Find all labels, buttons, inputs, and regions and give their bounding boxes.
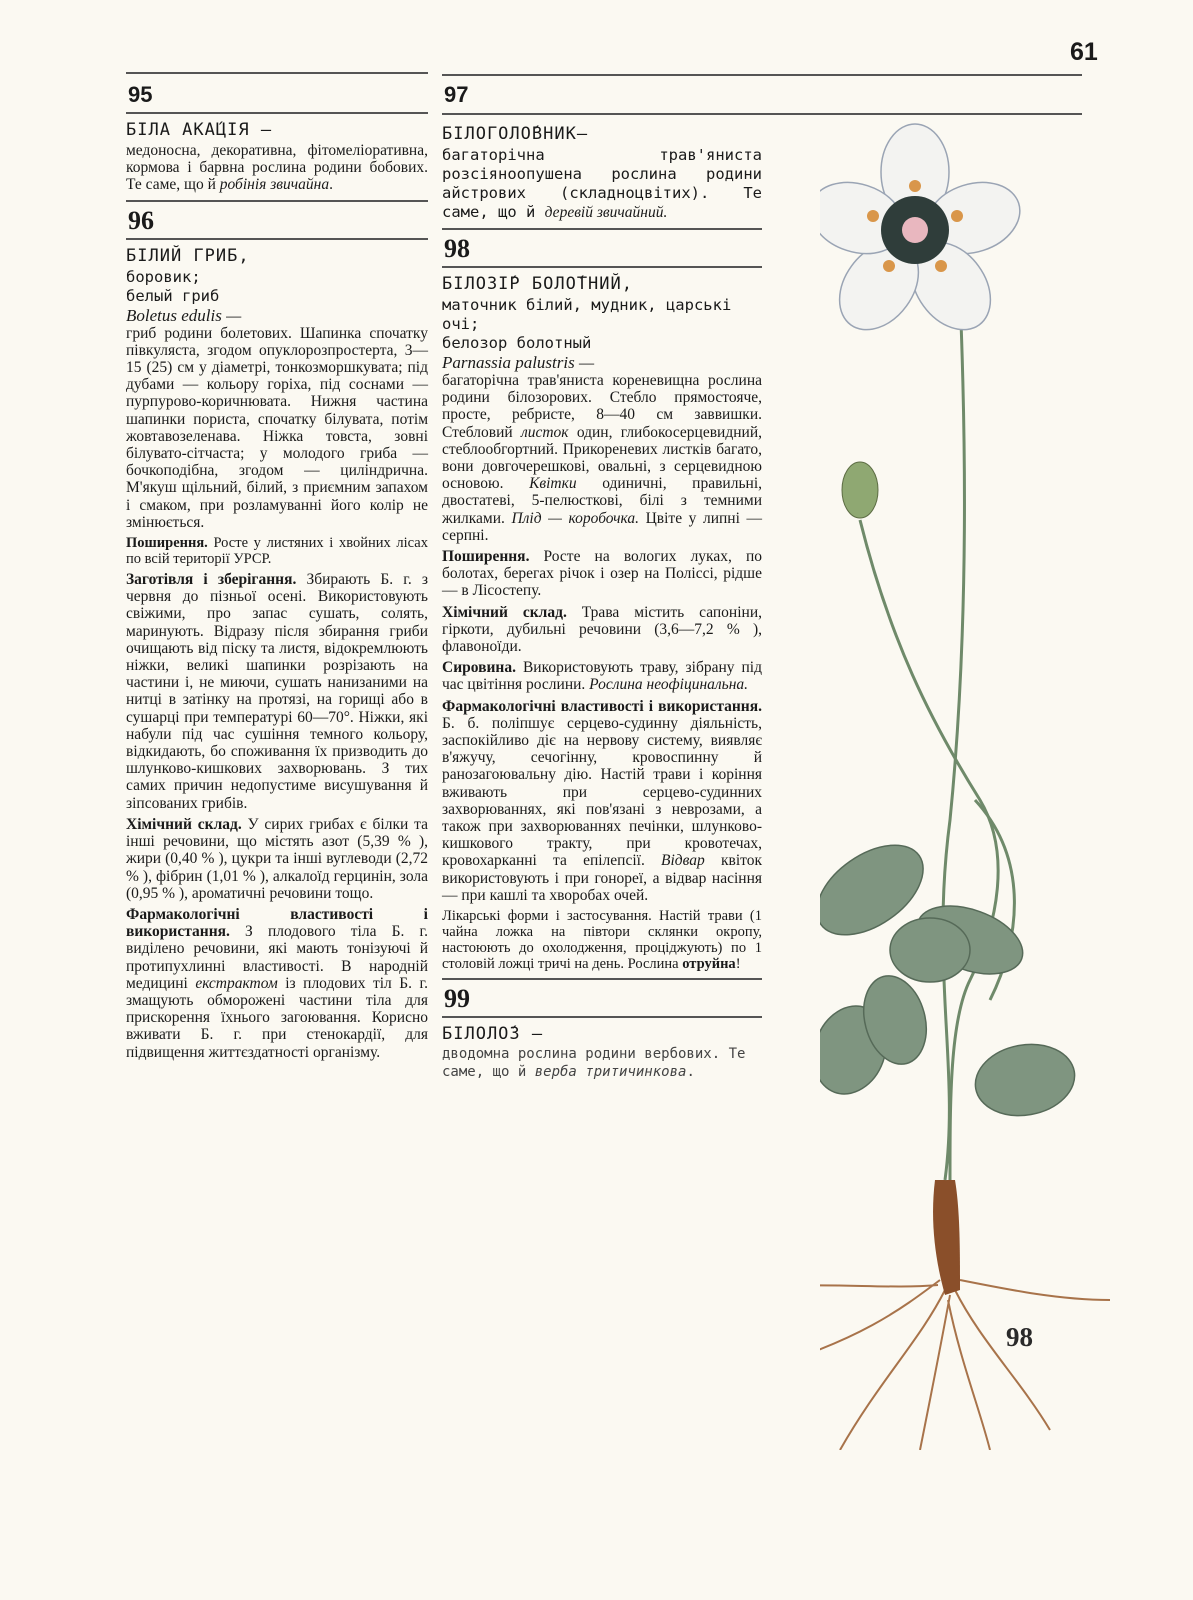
section-pharmacology: Фармакологічні властивості і використання. З плодового тіла Б. г. виділено речовини, які мають тонізуючі й протипухлинні властивості. В народній медицині екстрактом із плодових тіл Б. г. змащують обморожені частини тіла для прискорення їхнього загоювання. Корисно вживати Б. г. при стенокардії, для підвищення життєздатності організму. xyxy=(126,905,428,1061)
flower-illustration xyxy=(820,124,1029,345)
entry-text-97: багаторічна трав'яниста розсіяноопушена рослина родини айстрових (складноцвітих). Те саме, що й деревій звичайний. xyxy=(442,146,762,221)
entry-number-98: 98 xyxy=(444,234,470,263)
page-number: 61 xyxy=(1070,38,1098,66)
section-spread: Поширення. Росте на вологих луках, по болотах, берегах річок і озер на Поліссі, рідше — в Лісостепу. xyxy=(442,548,762,600)
entry-description-98: багаторічна трав'яниста кореневищна рослина родини білозорових. Стебло прямостояче, просте, ребристе, 8—40 см заввишки. Стебловий листок один, глибокосерцевидний, стеблообгортний. Прикореневих листків багато, вони довгочерешкові, овальні, з серцевидною основою. Квітки одиничні, правильні, двостатеві, 5-пелюсткові, білі з темними жилками. Плід — коробочка. Цвіте у липні — серпні. xyxy=(442,372,762,544)
section-raw-material: Сировина. Використовують траву, зібрану під час цвітіння рослини. Рослина неофіцинальна. xyxy=(442,659,762,694)
figure-number: 98 xyxy=(1006,1322,1033,1352)
plant-illustration xyxy=(820,120,1120,1450)
section-spread: Поширення. Росте у листяних і хвойних лісах по всій території УРСР. xyxy=(126,535,428,568)
middle-column xyxy=(442,72,762,1081)
synonym: маточник білий, мудник, царські очі; xyxy=(442,296,732,333)
entry-title-99: БІЛОЛО́З — xyxy=(442,1024,544,1045)
section-harvest: Заготівля і зберігання. Збирають Б. г. з червня до пізньої осені. Використовують свіжими, про запас сушать, солять, маринують. Відразу після збирання гриби очищають від піску та листя, відокремлюють ніжки, великі шапинки розрізають на частини і, не миючи, сушать нанизаними на нитці в затінку на протязі, на горищі або в сушарці при температурі 60—70°. Ніжки, які набули під час сушіння темного кольору, відкидають, бо споживання їх призводить до шлунково-кишкових захворювань. З тих самих причин недопустиме висушування й зіпсованих грибів. xyxy=(126,571,428,812)
entry-number-97: 97 xyxy=(444,82,469,107)
entry-title-97: БІЛОГОЛО́ВНИК— xyxy=(442,124,589,144)
synonym-russian: белозор болотный xyxy=(442,334,592,352)
section-chemistry: Хімічний склад. Трава містить сапоніни, гіркоти, дубильні речовини (3,6—7,2 % ), флавоноїди. xyxy=(442,603,763,656)
entry-rule xyxy=(442,978,762,980)
entry-number-95: 95 xyxy=(128,82,153,107)
entry-rule xyxy=(442,1016,762,1018)
section-pharmacology: Фармакологічні властивості і використання. Б. б. поліпшує серцево-судинну діяльність, заспокійливо діє на нервову систему, виявляє в'яжучу, сечогінну, кровоспинну й ранозагоювальну дію. Настій трави і коріння вживають при серцево-судинних захворюваннях, які пов'язані з неврозами, а також при захворюваннях печінки, шлунково-кишкового тракту, при кровотечах, кровохарканні та епілепсії. Відвар квіток використовують і при гонореї, а відвар насіння — при кашлі та хворобах очей. xyxy=(442,697,762,904)
entry-text-99: дводомна рослина родини вербових. Те саме, що й верба тритичинкова. xyxy=(442,1046,746,1080)
entry-text-95: медоносна, декоративна, фітомеліоративна, кормова і барвна рослина родини бобових. Те саме, що й робінія звичайна. xyxy=(126,142,428,194)
flower-bud-illustration xyxy=(842,462,878,518)
entry-rule xyxy=(126,238,428,240)
section-chemistry: Хімічний склад. У сирих грибах є білки та інші речовини, що містять азот (5,39 % ), жири (0,40 % ), цукри та інші вуглеводи (2,72 % ), фібрин (1,01 % ), алкалоїд герцинін, зола (0,95 % ), ароматичні речовини тощо. xyxy=(126,815,428,902)
synonym: боровик; xyxy=(126,267,201,286)
section-dosage-forms: Лікарські форми і застосування. Настій трави (1 чайна ложка на півтори склянки окропу, настоюють до охолодження, проціджують) по 1 столовій ложці тричі на день. Рослина отруйна! xyxy=(442,908,762,973)
entry-rule xyxy=(126,112,428,114)
left-column xyxy=(126,72,428,1065)
entry-rule xyxy=(442,228,762,230)
synonym-russian: белый гриб xyxy=(126,286,220,305)
entry-number-99: 99 xyxy=(444,984,470,1014)
entry-rule xyxy=(442,266,762,268)
entry-rule xyxy=(126,200,428,202)
entry-title-96: БІЛИЙ ГРИБ, xyxy=(126,245,250,266)
entry-title-95: БІЛА АКА́ЦІЯ — xyxy=(126,120,273,140)
roots-illustration xyxy=(820,1280,1110,1450)
entry-description-96: гриб родини болетових. Шапинка спочатку півкуляста, згодом опуклорозпростерта, 3—15 (25) см у діаметрі, тонкозморшкувата; під дубами — кольору горіха, під соснами — пурпурово-коричнювата. Нижня частина шапинки пориста, спочатку білувата, потім жовтавозеленава. Ніжка товста, зовні білувато-сітчаста; у молодого гриба — бочкоподібна, згодом — циліндрична. М'якуш щільний, білий, з приємним запахом і смаком, при розламуванні його колір не змінюється. xyxy=(126,324,428,531)
latin-name: Parnassia palustris — xyxy=(442,353,595,372)
entry-number-96: 96 xyxy=(128,205,154,235)
entry-rule xyxy=(126,72,428,74)
entry-title-98: БІЛОЗІ́Р БОЛО́ТНИЙ, xyxy=(442,274,633,294)
latin-name: Boletus edulis — xyxy=(126,305,242,325)
